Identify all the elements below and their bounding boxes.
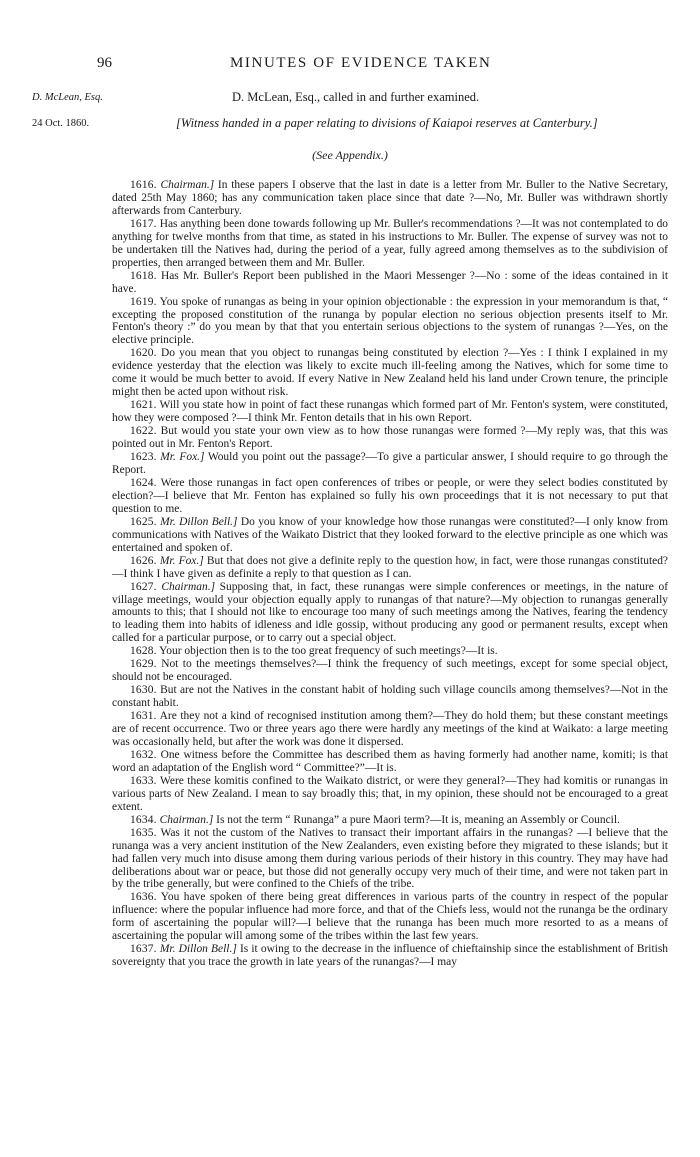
evidence-paragraph: [112, 477, 668, 516]
question-number: 1617.: [130, 217, 157, 230]
evidence-paragraph: [112, 179, 668, 218]
page-number: 96: [97, 55, 112, 71]
speaker-label: Mr. Dillon Bell.]: [160, 515, 238, 528]
margin-date: 24 Oct. 1860.: [32, 118, 90, 129]
question-number: 1630.: [130, 684, 157, 697]
paragraph-text: Do you know of your knowledge how those runangas were constituted?—I only know from communications with Natives of the Waikato District that they looked forward to the elective principle as one which was entertained and spoken of.: [112, 515, 669, 554]
paragraph-text: Were these komitis confined to the Waikato district, or were they general?—They had komitis or runangas in various parts of New Zealand. I mean to say broadly this; that, in my opinion, these should not be encouraged to a great extent.: [112, 774, 668, 813]
paragraph-text: Do you mean that you object to runangas being constituted by election ?—Yes : I think I explained in my evidence yesterday that the election was likely to excite much ill-feeling among the Natives, which for some time to come it would be much better to avoid. If every Native in New Zealand held his land under Crown tenure, the principle might then be acted upon without risk.: [112, 347, 669, 399]
question-number: 1626.: [130, 554, 157, 567]
evidence-paragraph: [112, 270, 668, 296]
evidence-paragraph: [112, 555, 668, 581]
evidence-paragraph: [112, 775, 668, 814]
paragraph-text: Not to the meetings themselves?—I think the frequency of such meetings, except for some special object, should not be encouraged.: [112, 658, 669, 684]
evidence-paragraph: [112, 451, 668, 477]
paragraph-text: Was it not the custom of the Natives to transact their important affairs in the runangas? —I believe that the runanga was a very ancient institution of the New Zealanders, even existing before they migrated to these islands; but it had fallen very much into disuse among them during various periods of their history in this country. They may have had deliberations about war or peace, but those did not generally occupy very much of their time, and were not taken part in by the tribe generally, but were confined to the Chiefs of the tribe.: [112, 826, 668, 891]
question-number: 1620.: [130, 347, 157, 360]
evidence-paragraph: [112, 347, 668, 399]
question-number: 1635.: [130, 826, 157, 839]
question-number: 1631.: [130, 710, 157, 723]
see-appendix: (See Appendix.): [312, 148, 388, 162]
evidence-paragraph: [112, 943, 668, 969]
question-number: 1623.: [130, 451, 157, 464]
evidence-body: [112, 179, 668, 969]
speaker-label: Mr. Dillon Bell.]: [159, 943, 237, 956]
paragraph-text: Would you point out the passage?—To give a particular answer, I should require to go through the Report.: [112, 451, 668, 476]
speaker-label: Chairman.]: [160, 179, 215, 191]
question-number: 1628.: [130, 645, 157, 658]
speaker-label: Mr. Fox.]: [160, 451, 205, 464]
question-number: 1634.: [130, 813, 157, 826]
question-number: 1622.: [130, 425, 157, 438]
paragraph-text: Were those runangas in fact open conferences of tribes or people, or were they select bodies constituted by election?—I believe that Mr. Fenton has explained so fully his own proceedings that it is not necessary to put that question to me.: [112, 476, 668, 515]
paragraph-text: Your objection then is to the too great frequency of such meetings?—It is.: [159, 645, 498, 658]
question-number: 1621.: [130, 399, 157, 412]
evidence-paragraph: [112, 710, 668, 749]
paragraph-text: But that does not give a definite reply to the question how, in fact, were those runangas constituted?—I think I have given as definite a reply to that question as I can.: [112, 554, 669, 580]
question-number: 1618.: [130, 269, 157, 282]
speaker-label: Mr. Fox.]: [159, 554, 204, 567]
evidence-paragraph: [112, 645, 668, 658]
margin-witness-name: D. McLean, Esq.: [32, 92, 103, 103]
paragraph-text: Is not the term “ Runanga” a pure Maori term?—It is, meaning an Assembly or Council.: [213, 813, 620, 826]
evidence-paragraph: [112, 296, 668, 348]
paragraph-text: One witness before the Committee has described them as having formerly had another name, komiti; is that word an adaptation of the English word “ Committee?”—It is.: [112, 748, 669, 774]
witness-line: D. McLean, Esq., called in and further examined.: [232, 90, 480, 104]
evidence-paragraph: [112, 581, 668, 646]
evidence-paragraph: [112, 749, 668, 775]
paragraph-text: In these papers I observe that the last in date is a letter from Mr. Buller to the Native Secretary, dated 25th May 1860; has any communication taken place since that date ?—No, Mr. Buller was withdrawn shortly afterwards from Canterbury.: [112, 179, 669, 217]
handed-in-note: [Witness handed in a paper relating to divisions of Kaiapoi reserves at Canterbury.]: [176, 116, 598, 130]
evidence-paragraph: [112, 399, 668, 425]
paragraph-text: But are not the Natives in the constant habit of holding such village councils among themselves?—Not in the constant habit.: [112, 684, 669, 710]
paragraph-text: Is it owing to the decrease in the influence of chieftainship since the establishment of British sovereignty that you trace the growth in late years of the runangas?—I may: [112, 943, 669, 969]
question-number: 1637.: [130, 943, 157, 956]
evidence-paragraph: [112, 814, 668, 827]
evidence-paragraph: [112, 218, 668, 270]
question-number: 1627.: [130, 580, 157, 593]
question-number: 1625.: [130, 515, 157, 528]
question-number: 1636.: [130, 891, 157, 904]
question-number: 1633.: [130, 774, 157, 787]
paragraph-text: Has Mr. Buller's Report been published in the Maori Messenger ?—No : some of the ideas contained in it have.: [112, 269, 669, 295]
question-number: 1619.: [130, 295, 157, 308]
evidence-paragraph: [112, 891, 668, 943]
paragraph-text: You spoke of runangas as being in your opinion objectionable : the expression in your memorandum is that, “ excepting the proposed constitution of the runanga by popular election no serious objection presents itself to Mr. Fenton's theory :” do you mean by that that you entertain serious objections to the system of runangas ?—Yes, on the elective principle.: [112, 295, 668, 347]
paragraph-text: But would you state your own view as to how those runangas were formed ?—My reply was, that this was pointed out in Mr. Fenton's Report.: [112, 425, 668, 451]
running-title: MINUTES OF EVIDENCE TAKEN: [230, 55, 492, 71]
paragraph-text: Are they not a kind of recognised institution among them?—They do hold them; but these constant meetings are of recent occurrence. Two or three years ago there were hardly any meetings of the kind at Waikato: a large meeting was occasionally held, but after the work was done it dispersed.: [112, 710, 668, 748]
question-number: 1616.: [130, 179, 157, 191]
paragraph-text: Has anything been done towards following up Mr. Buller's recommendations ?—It was not contemplated to do anything for twelve months from that time, as stated in his instructions to Mr. Buller. The expense of survey was not to be undertaken till the Natives had, during the period of a year, fully agreed among themselves as to the subdivision of properties, then arranged between them and Mr. Buller.: [112, 217, 669, 269]
question-number: 1629.: [130, 658, 157, 671]
evidence-paragraph: [112, 658, 668, 684]
evidence-paragraph: [112, 425, 668, 451]
question-number: 1624.: [130, 476, 157, 489]
evidence-paragraph: [112, 684, 668, 710]
question-number: 1632.: [130, 748, 157, 761]
paragraph-text: Supposing that, in fact, these runangas were simple conferences or meetings, in the nature of village meetings, would your objection equally apply to runangas of that nature?—My objection to runangas generally amounts to this; that I should not like to encourage too many of such meetings among the Natives, fearing the tendency to leading them into habits of idleness and idle gossip, without producing any good or permanent results, except when called for a particular purpose, or to carry out a special object.: [112, 580, 669, 645]
paragraph-text: You have spoken of there being great differences in various parts of the country in respect of the popular influence: where the popular influence had more force, and that of the Chiefs less, would not the runanga be the ordinary form of ascertaining the popular will?—I believe that the runanga has been much more resorted to as a means of ascertaining the popular will among some of the tribes within the last few years.: [112, 891, 668, 943]
speaker-label: Chairman.]: [161, 580, 216, 593]
evidence-paragraph: [112, 516, 668, 555]
paragraph-text: Will you state how in point of fact these runangas which formed part of Mr. Fenton's system, were constituted, how they were composed ?—I think Mr. Fenton details that in his own Report.: [112, 399, 668, 425]
evidence-paragraph: [112, 827, 668, 892]
speaker-label: Chairman.]: [159, 813, 214, 826]
